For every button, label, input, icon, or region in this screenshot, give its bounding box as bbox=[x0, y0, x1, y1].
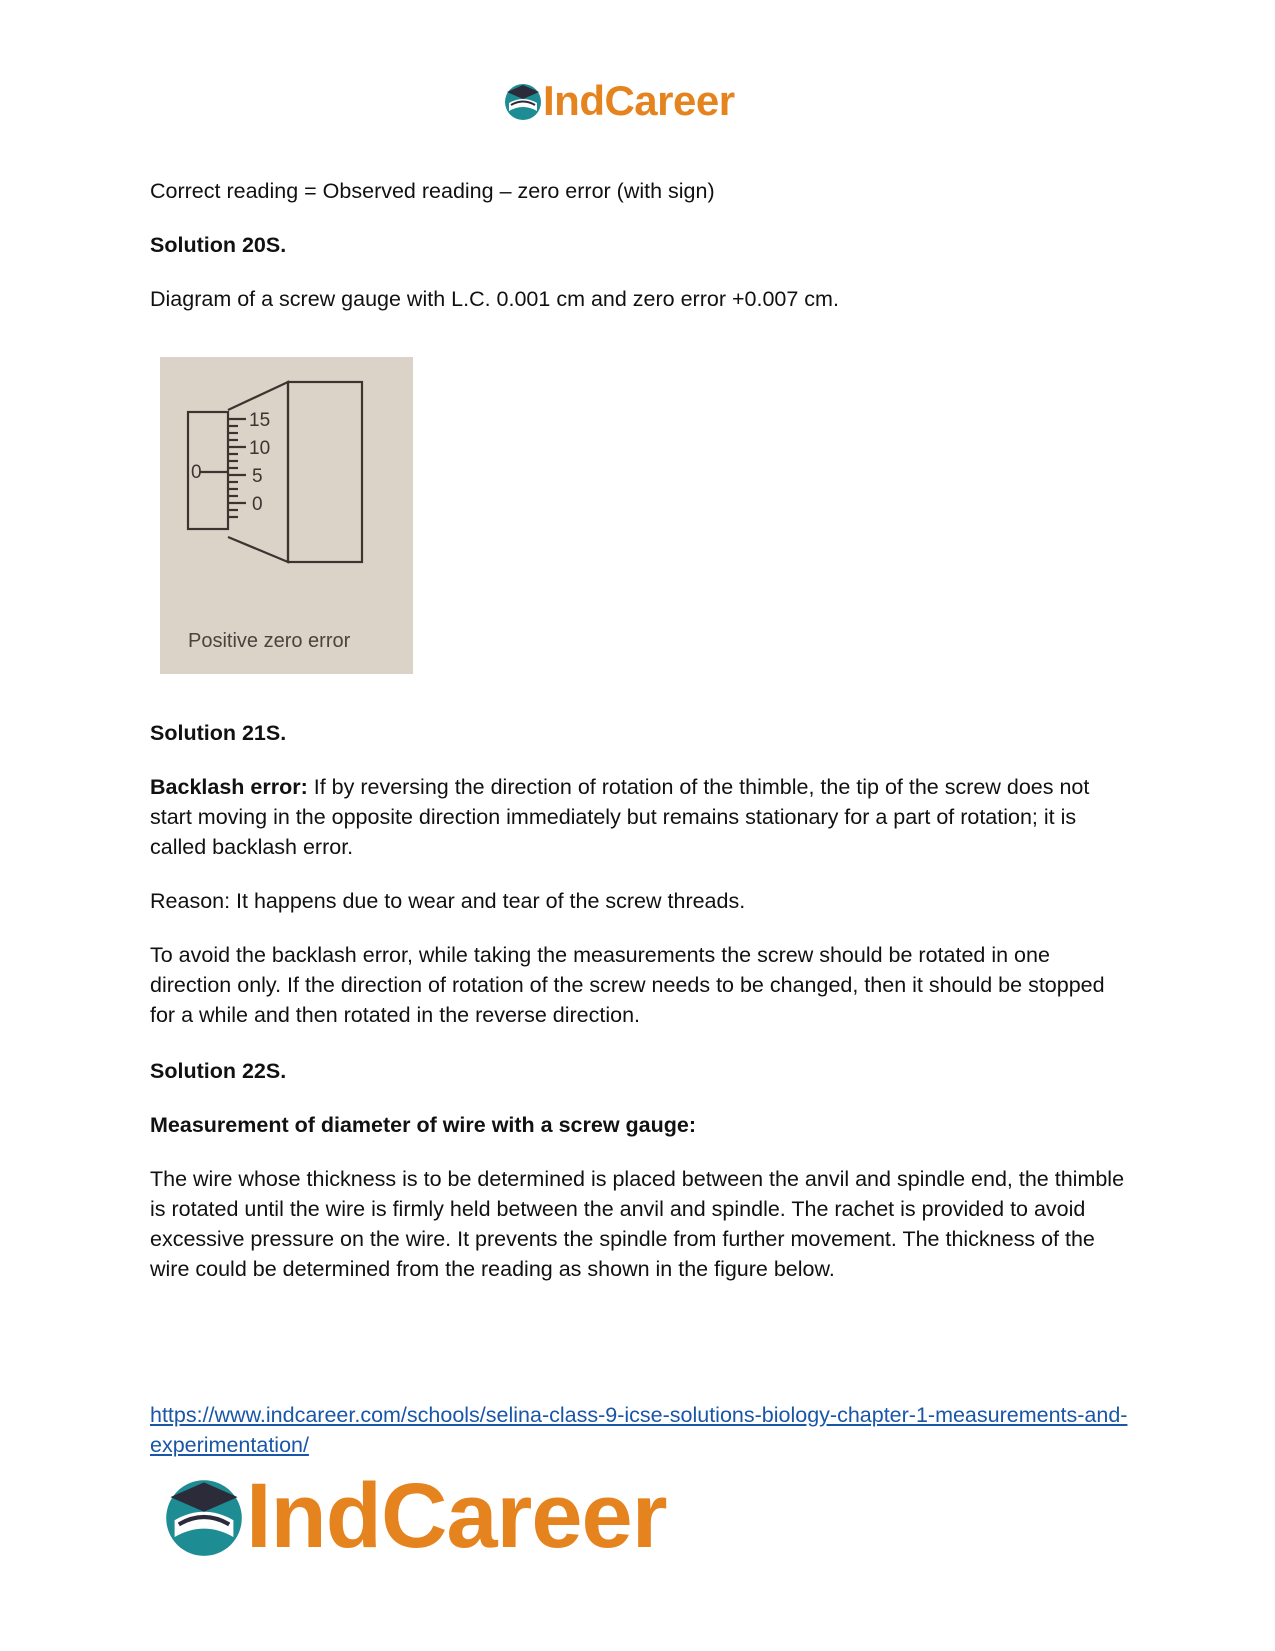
reason-text: Reason: It happens due to wear and tear of the screw threads. bbox=[150, 889, 746, 913]
figure-caption: Positive zero error bbox=[188, 630, 351, 652]
backlash-paragraph bbox=[150, 772, 1130, 862]
measurement-heading: Measurement of diameter of wire with a screw gauge: bbox=[150, 1113, 697, 1137]
logo-text: IndCareer bbox=[543, 77, 735, 124]
backlash-term: Backlash error: bbox=[150, 775, 308, 799]
solution-20-text: Diagram of a screw gauge with L.C. 0.001 cm and zero error +0.007 cm. bbox=[150, 287, 839, 311]
screw-gauge-diagram bbox=[160, 357, 413, 674]
source-url-link[interactable]: https://www.indcareer.com/schools/selina-class-9-icse-solutions-biology-chapter-1-measurements-and-experimentation/ bbox=[150, 1403, 1128, 1457]
measurement-text: The wire whose thickness is to be determined is placed between the anvil and spindle end, the thimble is rotated until the wire is firmly held between the anvil and spindle. The rachet is provided to avoid excessive pressure on the wire. It prevents the spindle from further movement. The thickness of the wire could be determined from the reading as shown in the figure below. bbox=[150, 1167, 1125, 1281]
graduation-book-icon-large bbox=[162, 1474, 246, 1558]
scale-label-15: 15 bbox=[249, 410, 271, 431]
backlash-definition: If by reversing the direction of rotation of the thimble, the tip of the screw does not start moving in the opposite direction immediately but remains stationary for a part of rotation; it is called backlash error. bbox=[150, 775, 1090, 859]
scale-label-10: 10 bbox=[249, 438, 271, 459]
solution-20-heading: Solution 20S. bbox=[150, 233, 287, 257]
correct-reading-line: Correct reading = Observed reading – zero error (with sign) bbox=[150, 179, 715, 203]
scale-label-0: 0 bbox=[252, 494, 263, 515]
screw-gauge-figure bbox=[160, 357, 413, 674]
footer-logo bbox=[162, 1465, 667, 1567]
avoid-backlash-text: To avoid the backlash error, while taking the measurements the screw should be rotated in one direction only. If the direction of rotation of the screw needs to be changed, then it should be stopped for a while and then rotated in the reverse direction. bbox=[150, 943, 1105, 1027]
header-logo bbox=[503, 77, 735, 124]
graduation-book-icon bbox=[503, 81, 543, 121]
scale-label-5: 5 bbox=[252, 466, 263, 487]
solution-21-heading: Solution 21S. bbox=[150, 721, 287, 745]
solution-22-heading: Solution 22S. bbox=[150, 1059, 287, 1083]
main-scale-label-0: 0 bbox=[191, 462, 202, 483]
logo-text-large: IndCareer bbox=[246, 1465, 667, 1567]
